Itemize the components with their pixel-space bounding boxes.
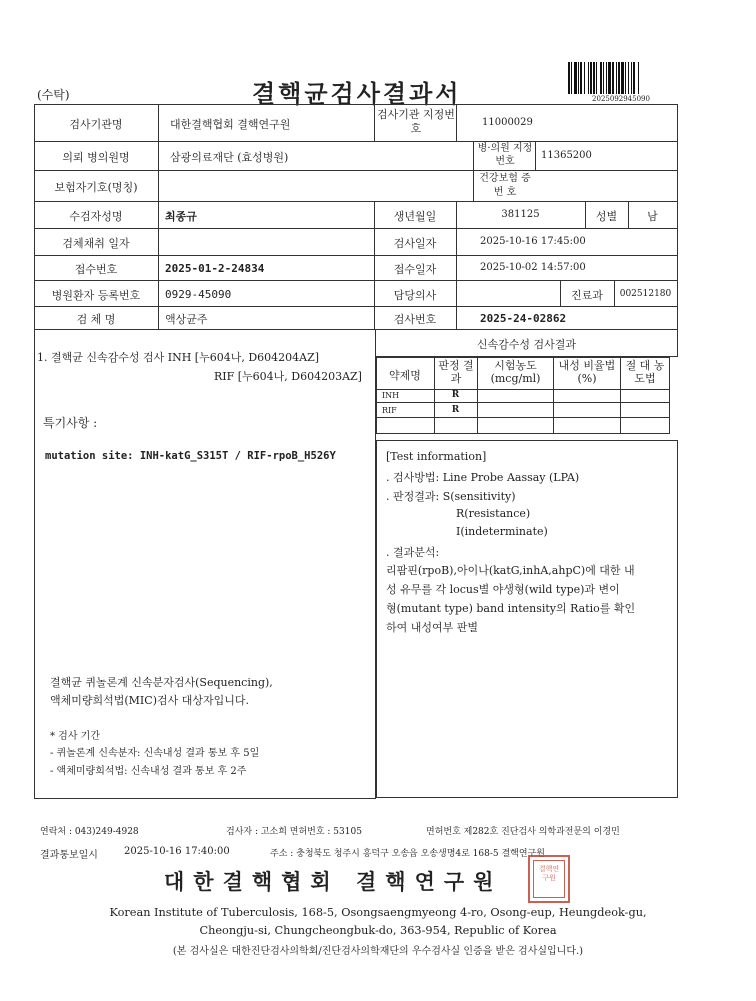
patient-name-value: 최종규 — [165, 210, 197, 223]
document-title: 결핵균검사결과서 — [252, 80, 462, 108]
row-result-rif: R — [451, 405, 460, 415]
col-drug-header: 약제명 — [389, 369, 421, 382]
period-title: * 검사 기간 — [50, 731, 100, 742]
test-number-label: 검사번호 — [393, 313, 437, 326]
judgement-i: I(indeterminate) — [456, 525, 548, 538]
lab-value: 대한결핵협회 결핵연구원 — [170, 118, 291, 131]
sex-label: 성별 — [595, 210, 618, 223]
specialist-info: 면허번호 제282호 진단검사 의학과전문의 이경민 — [426, 827, 620, 837]
judgement-s: . 판정결과: S(sensitivity) — [386, 490, 516, 503]
test-date-value: 2025-10-16 17:45:00 — [480, 236, 586, 247]
lab-label: 검사기관명 — [69, 118, 123, 131]
hospital-no-value: 11365200 — [541, 150, 592, 161]
department-label: 진료과 — [571, 289, 603, 302]
analysis-line-2: 성 유무를 각 locus별 야생형(wild type)과 변이 — [386, 583, 620, 596]
receipt-date-label: 접수일자 — [393, 263, 437, 276]
col-concentration-header: 시험농도 (mcg/ml) — [490, 359, 541, 385]
lab-no-value: 11000029 — [482, 117, 533, 128]
lab-no-label: 검사기관 지정번호 — [377, 108, 455, 135]
address-english-line-2: Cheongju-si, Chungcheongbuk-do, 363-954, Republic of Korea — [199, 924, 557, 937]
note-line-2: 액체미량희석법(MIC)검사 대상자입니다. — [50, 694, 249, 707]
tester-info: 검사자 : 고소희 면허번호 : 53105 — [226, 827, 362, 837]
special-notes-label: 특기사항 : — [43, 416, 98, 430]
row-result-inh: R — [451, 390, 460, 400]
receipt-date-value: 2025-10-02 14:57:00 — [480, 262, 586, 273]
specimen-value: 액상균주 — [165, 313, 208, 326]
dob-label: 생년월일 — [393, 210, 437, 223]
col-result-header: 판정 결과 — [438, 359, 474, 385]
organization-name: 대한결핵협회 결핵연구원 — [164, 869, 503, 894]
insurer-label: 보험자기호(명칭) — [54, 181, 138, 194]
specimen-label: 검 체 명 — [76, 313, 116, 326]
hospital-no-label: 병·의원 지정번호 — [477, 143, 533, 167]
address-korean: 주소 : 충청북도 청주시 흥덕구 오송읍 오송생명4로 168-5 결핵연구원 — [270, 849, 545, 859]
test-item-line-1: 1. 결핵균 신속감수성 검사 INH [누604나, D604204AZ] — [37, 351, 320, 364]
contact-phone: 연락처 : 043)249-4928 — [40, 827, 139, 837]
note-line-1: 결핵균 퀴놀론계 신속분자검사(Sequencing), — [50, 676, 273, 689]
official-seal — [528, 855, 570, 903]
collection-date-label: 검체채취 일자 — [62, 237, 130, 250]
seal-text: 결핵연구원 — [538, 865, 560, 882]
judgement-r: R(resistance) — [456, 507, 531, 520]
test-date-label: 검사일자 — [393, 237, 437, 250]
period-line-1: - 퀴놀론계 신속분자: 신속내성 결과 통보 후 5일 — [50, 748, 260, 759]
analysis-line-1: 리팜핀(rpoB),아이나(katG,inhA,ahpC)에 대한 내 — [386, 564, 635, 577]
mutation-site: mutation site: INH-katG_S315T / RIF-rpoB_H526Y — [45, 450, 336, 462]
registration-label: 병원환자 등록번호 — [51, 289, 141, 302]
row-drug-rif: RIF — [382, 406, 397, 415]
insurance-card-label: 건강보험 증 번 호 — [479, 173, 531, 198]
analysis-label: . 결과분석: — [386, 546, 440, 559]
registration-value: 0929-45090 — [165, 288, 232, 301]
col-ratio-header: 내성 비율법(%) — [558, 359, 616, 385]
barcode — [566, 62, 676, 96]
results-section-title: 신속감수성 검사결과 — [476, 338, 577, 351]
address-english-line-1: Korean Institute of Tuberculosis, 168-5, Osongsaengmyeong 4-ro, Osong-eup, Heungdeok-gu, — [109, 906, 647, 919]
doctor-label: 담당의사 — [393, 289, 437, 302]
test-method: . 검사방법: Line Probe Aassay (LPA) — [386, 471, 580, 484]
accession-label: 접수번호 — [74, 263, 118, 276]
department-value: 002512180 — [619, 289, 672, 299]
analysis-line-4: 하여 내성여부 판별 — [386, 621, 479, 634]
requesting-hospital-label: 의뢰 병의원명 — [62, 151, 130, 164]
test-info-title: [Test information] — [386, 450, 487, 463]
test-number-value: 2025-24-02862 — [480, 312, 567, 325]
dob-value: 381125 — [501, 209, 540, 220]
barcode-number: 2025092945090 — [592, 95, 650, 103]
col-absolute-header: 절 대 농도법 — [625, 359, 665, 385]
test-item-line-2: RIF [누604나, D604203AZ] — [214, 370, 362, 383]
row-drug-inh: INH — [382, 391, 400, 400]
copy-type: (수탁) — [37, 88, 70, 102]
certification-note: (본 검사실은 대한진단검사의학회/진단검사의학재단의 우수검사실 인증을 받은 검사실입니다.) — [172, 946, 584, 957]
accession-value: 2025-01-2-24834 — [165, 262, 265, 275]
notify-label: 결과통보일시 — [40, 850, 98, 861]
sex-value: 남 — [647, 210, 658, 223]
patient-name-label: 수검자성명 — [69, 210, 123, 223]
notify-value: 2025-10-16 17:40:00 — [124, 846, 230, 857]
period-line-2: - 액체미량희석법: 신속내성 결과 통보 후 2주 — [50, 766, 247, 777]
analysis-line-3: 형(mutant type) band intensity의 Ratio를 확인 — [386, 602, 636, 615]
requesting-hospital-value: 삼광의료재단 (효성병원) — [170, 151, 289, 164]
